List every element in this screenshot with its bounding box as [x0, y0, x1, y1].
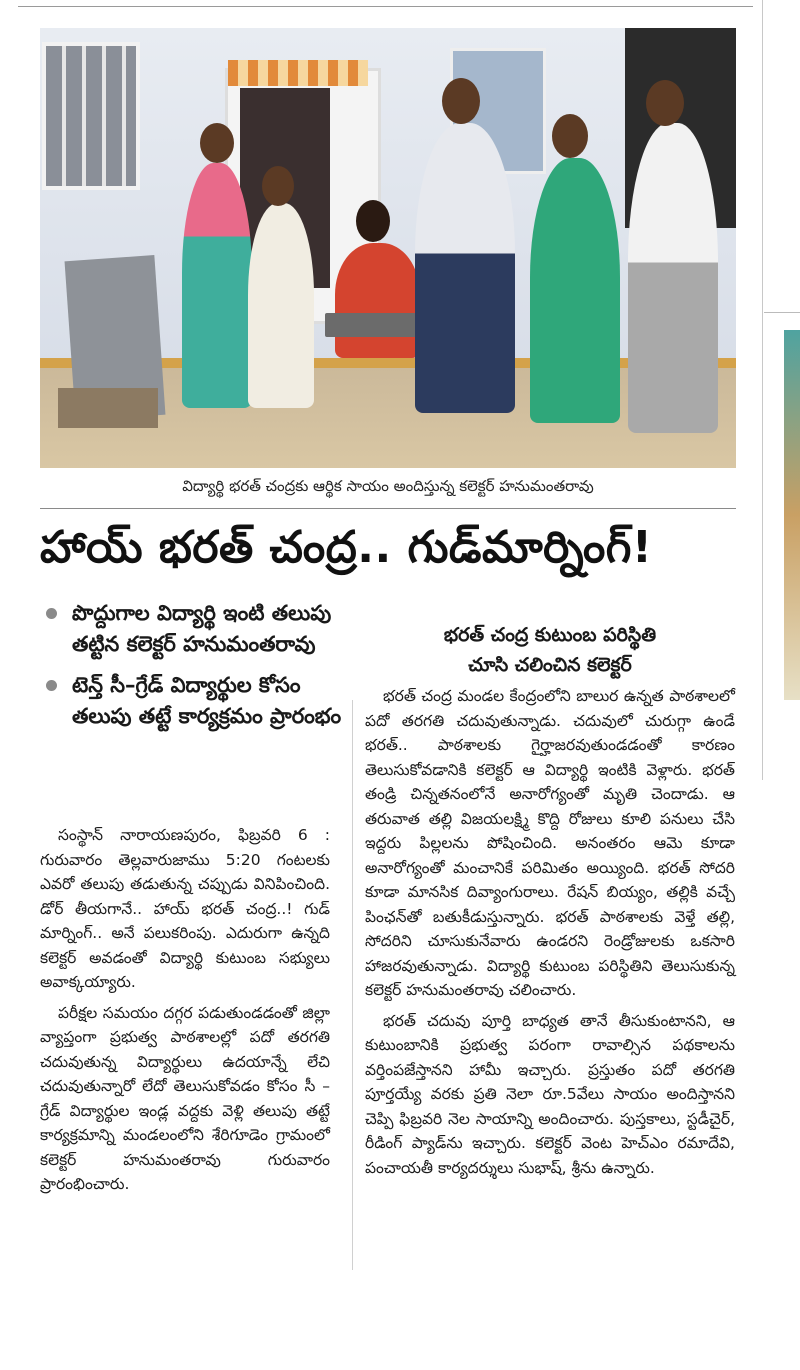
person-student-head — [356, 200, 390, 242]
bullet-item — [40, 670, 360, 732]
top-rule — [18, 6, 753, 7]
person-hm-head — [552, 114, 588, 158]
bullet-text: టెన్త్ సీ–గ్రేడ్ విద్యార్థుల కోసం తలుపు తట్టే కార్యక్రమం ప్రారంభం — [72, 673, 342, 728]
article-column-right — [365, 684, 735, 1186]
caption-rule — [40, 508, 736, 509]
paragraph: భరత్ చంద్ర మండల కేంద్రంలోని బాలుర ఉన్నత పాఠశాలలో పదో తరగతి చదువుతున్నాడు. చదువులో చురుగ్గా ఉండే భరత్.. పాఠశాలకు గైర్హాజరవుతుండడంతో కారణం తెలుసుకోవడానికి కలెక్టర్ ఆ విద్యార్థి ఇంటికి వెళ్లారు. భరత్ తండ్రి చిన్నతనంలోనే అనారోగ్యంతో మృతి చెందాడు. ఆ తరువాత తల్లి విజయలక్ష్మి కొద్ది రోజులు కూలి పనులు చేసి ఇద్దరు పిల్లలను పోషించింది. అనంతరం ఆమె కూడా అనారోగ్యంతో మంచానికే పరిమితం అయ్యింది. భరత్ సోదరి కూడా మానసిక దివ్యాంగురాలు. రేషన్ బియ్యం, తల్లికి వచ్చే పింఛన్‌తో బతుకీడుస్తున్నారు. భరత్ పాఠశాలకు వెళ్తే తల్లి, సోదరిని చూసుకునేవారు ఉండరని రెండ్రోజులకు ఒకసారి హాజరవుతున్నాడు. విద్యార్థి కుటుంబ పరిస్థితిని తెలుసుకున్న కలెక్టర్ హనుమంతరావు చలించారు. — [365, 687, 735, 999]
column-divider-right — [762, 0, 763, 780]
person-sister-head — [262, 166, 294, 206]
person-student — [335, 243, 420, 358]
photo-window — [42, 42, 140, 190]
person-mother-head — [200, 123, 234, 163]
paragraph: సంస్థాన్ నారాయణపురం, ఫిబ్రవరి 6 : గురువారం తెల్లవారుజాము 5:20 గంటలకు ఎవరో తలుపు తడుతున్న చప్పుడు వినిపించింది. డోర్ తీయగానే.. హాయ్ భరత్ చంద్ర..! గుడ్ మార్నింగ్.. అనే పలుకరింపు. ఎదురుగా ఉన్నది కలెక్టర్ అవడంతో విద్యార్థి కుటుంబ సభ్యులు అవాక్కయ్యారు. — [40, 826, 330, 991]
bullet-text: పొద్దుగాల విద్యార్థి ఇంటి తలుపు తట్టిన కలెక్టర్ హనుమంతరావు — [72, 601, 332, 656]
person-collector — [415, 123, 515, 413]
person-hm — [530, 158, 620, 423]
subheading — [380, 620, 720, 680]
person-sister — [248, 203, 314, 408]
adjacent-article-strip — [764, 0, 800, 1370]
subheading-line-2: చూసి చలించిన కలెక్టర్ — [468, 654, 632, 676]
headline: హాయ్ భరత్ చంద్ర.. గుడ్‌మార్నింగ్! — [40, 522, 653, 573]
column-separator — [352, 700, 353, 1270]
person-secretary-head — [646, 80, 684, 126]
person-mother — [182, 163, 252, 408]
photo-caption: విద్యార్థి భరత్ చంద్రకు ఆర్థిక సాయం అందిస్తున్న కలెక్టర్ హనుమంతరావు — [182, 477, 594, 495]
article-column-left — [40, 823, 330, 1203]
paragraph: పరీక్షల సమయం దగ్గర పడుతుండడంతో జిల్లా వ్యాప్తంగా ప్రభుత్వ పాఠశాలల్లో పదో తరగతి చదువుతున్న విద్యార్థులు ఉదయాన్నే లేచి చదువుతున్నారో లేదో తెలుసుకోవడం కోసం సీ –గ్రేడ్ విద్యార్థుల ఇండ్ల వద్దకు వెళ్లి తలుపు తట్టే కార్యక్రమాన్ని మండలంలోని శేరిగూడెం గ్రామంలో కలెక్టర్ హనుమంతరావు గురువారం ప్రారంభించారు. — [40, 1003, 330, 1193]
paragraph: భరత్ చదువు పూర్తి బాధ్యత తానే తీసుకుంటానని, ఆ కుటుంబానికి ప్రభుత్వ పరంగా రావాల్సిన పథకాలను వర్తింపజేస్తానని హామీ ఇచ్చారు. ప్రస్తుతం పదో తరగతి పూర్తయ్యే వరకు ప్రతి నెలా రూ.5వేలు సాయం అందిస్తానని చెప్పి ఫిబ్రవరి నెల సాయాన్ని అందించారు. పుస్తకాలు, స్టడీచైర్, రీడింగ్ ప్యాడ్‌ను ఇచ్చారు. కలెక్టర్ వెంట హెచ్‌ఎం రమాదేవి, పంచాయతీ కార్యదర్శులు సుభాష్, శ్రీను ఉన్నారు. — [365, 1011, 735, 1177]
bullet-item — [40, 598, 360, 660]
bullet-dot-icon — [46, 680, 57, 691]
adjacent-photo-edge — [784, 330, 800, 700]
person-collector-head — [442, 78, 480, 124]
news-photo — [40, 28, 736, 468]
bullet-dot-icon — [46, 608, 57, 619]
photo-bunting — [228, 60, 368, 86]
highlight-bullets — [40, 598, 360, 742]
strip-rule — [764, 312, 800, 313]
photo-bench — [58, 388, 158, 428]
person-secretary — [628, 123, 718, 433]
subheading-line-1: భరత్ చంద్ర కుటుంబ పరిస్థితి — [443, 624, 657, 646]
